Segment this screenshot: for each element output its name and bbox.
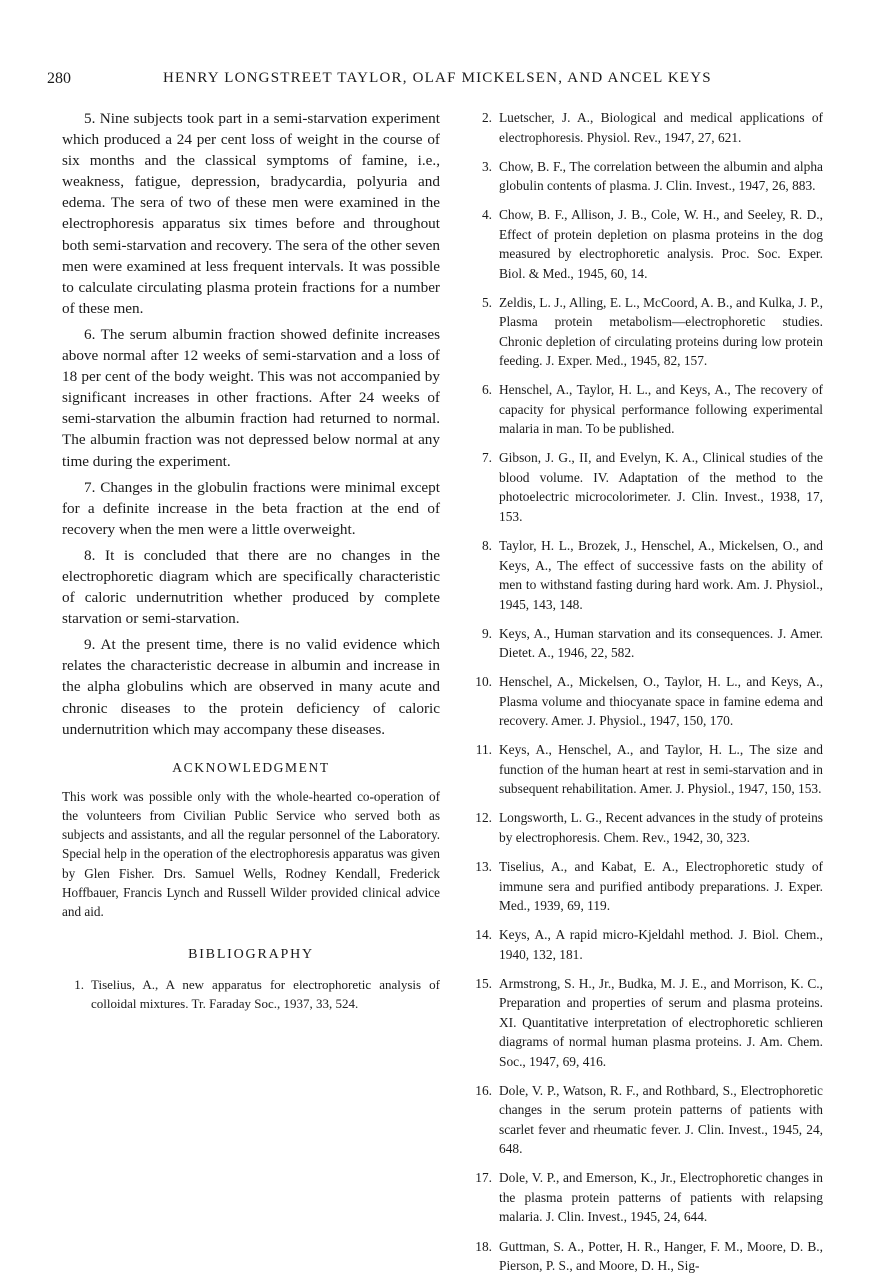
reference-text: Henschel, A., Mickelsen, O., Taylor, H. L., and Keys, A., Plasma volume and thiocyanate space in famine edema and recovery. Amer. J. Physiol., 1947, 150, 170. [499, 674, 823, 729]
reference-number: 3. [481, 158, 492, 174]
reference-text: Luetscher, J. A., Biological and medical applications of electrophoresis. Physiol. Rev., 1947, 27, 621. [499, 110, 823, 145]
reference-number: 15. [475, 975, 492, 991]
summary-paragraph-9: 9. At the present time, there is no valid evidence which relates the characteristic decrease in albumin and increase in the alpha globulins which are observed in many acute and chronic diseases to the protein deficiency of caloric undernutrition which may accompany these diseases. [62, 636, 440, 738]
reference-number: 5. [481, 294, 492, 310]
reference-entry [470, 157, 823, 196]
reference-text: Guttman, S. A., Potter, H. R., Hanger, F. M., Moore, D. B., Pierson, P. S., and Moore, D. H., Sig- [499, 1238, 823, 1273]
reference-text: Chow, B. F., The correlation between the albumin and alpha globulin contents of plasma. J. Clin. Invest., 1947, 26, 883. [499, 158, 823, 194]
reference-text: Keys, A., Human starvation and its consequences. J. Amer. Dietet. A., 1946, 22, 582. [499, 625, 823, 661]
reference-entry [470, 293, 823, 371]
reference-number: 13. [475, 859, 492, 875]
reference-text: Dole, V. P., Watson, R. F., and Rothbard, S., Electrophoretic changes in the serum protein patterns of patients with scarlet fever and rheumatic fever. J. Clin. Invest., 1945, 24, 648. [499, 1082, 823, 1157]
summary-paragraph-8: 8. It is concluded that there are no changes in the electrophoretic diagram which are specifically characteristic of caloric undernutrition whether produced by complete starvation or semi-starvation. [62, 546, 440, 628]
page-header [47, 70, 837, 94]
reference-number: 6. [481, 382, 492, 398]
running-head: HENRY LONGSTREET TAYLOR, OLAF MICKELSEN, AND ANCEL KEYS [163, 70, 712, 86]
acknowledgment-heading: ACKNOWLEDGMENT [172, 759, 330, 775]
acknowledgment-text: This work was possible only with the whole-hearted co-operation of the volunteers from Civilian Public Service who served both as subjects and assistants, and all the regular personnel of the Laboratory. Special help in the operation of the electrophoresis apparatus was given by Glen Fisher. Drs. Samuel Wells, Rodney Kendall, Frederick Hoffbauer, Francis Lynch and Russell Wilder provided clinical advice and aid. [62, 788, 440, 919]
reference-entry [470, 925, 823, 964]
summary-paragraph-6: 6. The serum albumin fraction showed definite increases above normal after 12 weeks of semi-starvation and a loss of 18 per cent of the body weight. This was not accompanied by significant increases in other fractions. After 24 weeks of semi-starvation the albumin fraction had returned to normal. The albumin fraction was not depressed below normal at any time during the experiment. [62, 325, 440, 470]
reference-text: Chow, B. F., Allison, J. B., Cole, W. H., and Seeley, R. D., Effect of protein depletion on plasma proteins in the dog measured by electrophoretic analysis. Proc. Soc. Exper. Biol. & Med., 1945, 60, 14. [499, 207, 823, 281]
reference-text: Gibson, J. G., II, and Evelyn, K. A., Clinical studies of the blood volume. IV. Adaptation of the method to the photoelectric microcolorimeter. J. Clin. Invest., 1938, 17, 153. [499, 450, 823, 524]
reference-entry [470, 974, 823, 1072]
reference-text: Dole, V. P., and Emerson, K., Jr., Electrophoretic changes in the plasma protein patterns of patients with relapsing malaria. J. Clin. Invest., 1945, 24, 644. [499, 1170, 823, 1225]
reference-number: 7. [481, 450, 492, 466]
reference-number: 8. [481, 538, 492, 554]
reference-number: 18. [475, 1238, 492, 1254]
reference-entry [470, 1237, 823, 1276]
reference-number: 11. [475, 742, 492, 758]
reference-number: 2. [481, 110, 492, 125]
right-column [470, 108, 823, 1285]
page-number: 280 [47, 70, 71, 87]
summary-paragraph-7: 7. Changes in the globulin fractions were minimal except for a definite increase in the beta fraction at the end of recovery when the men were a little overweight. [62, 478, 440, 538]
reference-entry [470, 108, 823, 147]
reference-entry [62, 976, 440, 1013]
reference-text: Armstrong, S. H., Jr., Budka, M. J. E., and Morrison, K. C., Preparation and properties of serum and plasma proteins. XI. Quantitative interpretation of electrophoretic schlieren diagrams of normal human plasma proteins. J. Am. Chem. Soc., 1947, 69, 416. [499, 975, 823, 1069]
reference-entry [470, 857, 823, 916]
reference-number: 1. [74, 977, 84, 993]
reference-number: 10. [475, 674, 492, 690]
reference-text: Keys, A., A rapid micro-Kjeldahl method. J. Biol. Chem., 1940, 132, 181. [499, 927, 823, 962]
reference-text: Keys, A., Henschel, A., and Taylor, H. L., The size and function of the human heart at rest in semi-starvation and in subsequent rehabilitation. Amer. J. Physiol., 1947, 150, 153. [499, 742, 823, 797]
reference-text: Longsworth, L. G., Recent advances in the study of proteins by electrophoresis. Chem. Rev., 1942, 30, 323. [499, 810, 823, 845]
reference-number: 14. [475, 927, 492, 943]
reference-entry [470, 205, 823, 283]
reference-text: Henschel, A., Taylor, H. L., and Keys, A., The recovery of capacity for physical performance following experimental malaria in man. To be published. [499, 382, 823, 437]
reference-number: 17. [475, 1170, 492, 1186]
reference-number: 16. [475, 1082, 492, 1098]
summary-paragraph-5: 5. Nine subjects took part in a semi-starvation experiment which produced a 24 per cent loss of weight in the course of six months and the classical symptoms of famine, i.e., weakness, fatigue, depression, bradycardia, polyuria and edema. The sera of two of these men were examined in the electrophoresis apparatus six times before and throughout both semi-starvation and recovery. The sera of the other seven men were examined at less frequent intervals. It was possible to calculate circulating plasma protein fractions for a number of these men. [62, 110, 440, 317]
left-column [62, 108, 440, 1023]
reference-number: 12. [475, 810, 492, 826]
reference-entry [470, 1168, 823, 1227]
reference-entry [470, 740, 823, 799]
reference-text: Zeldis, L. J., Alling, E. L., McCoord, A. B., and Kulka, J. P., Plasma protein metabolism—electrophoretic studies. Chronic depletion of circulating proteins during low protein feeding. J. Exper. Med., 1945, 82, 157. [499, 294, 823, 369]
reference-text: Tiselius, A., and Kabat, E. A., Electrophoretic study of immune sera and purified antibody preparations. J. Exper. Med., 1939, 69, 119. [499, 859, 823, 914]
reference-text: Taylor, H. L., Brozek, J., Henschel, A., Mickelsen, O., and Keys, A., The effect of successive fasts on the ability of men to withstand fasting during hard work. Am. J. Physiol., 1945, 143, 148. [499, 538, 823, 612]
reference-text: Tiselius, A., A new apparatus for electrophoretic analysis of colloidal mixtures. Tr. Faraday Soc., 1937, 33, 524. [91, 977, 440, 1011]
bibliography-heading: BIBLIOGRAPHY [188, 947, 314, 963]
reference-entry [470, 380, 823, 439]
reference-entry [470, 448, 823, 526]
reference-entry [470, 672, 823, 731]
reference-entry [470, 808, 823, 847]
reference-entry [470, 624, 823, 663]
reference-entry [470, 1081, 823, 1159]
reference-entry [470, 536, 823, 614]
reference-number: 4. [481, 207, 492, 223]
reference-number: 9. [481, 625, 492, 641]
